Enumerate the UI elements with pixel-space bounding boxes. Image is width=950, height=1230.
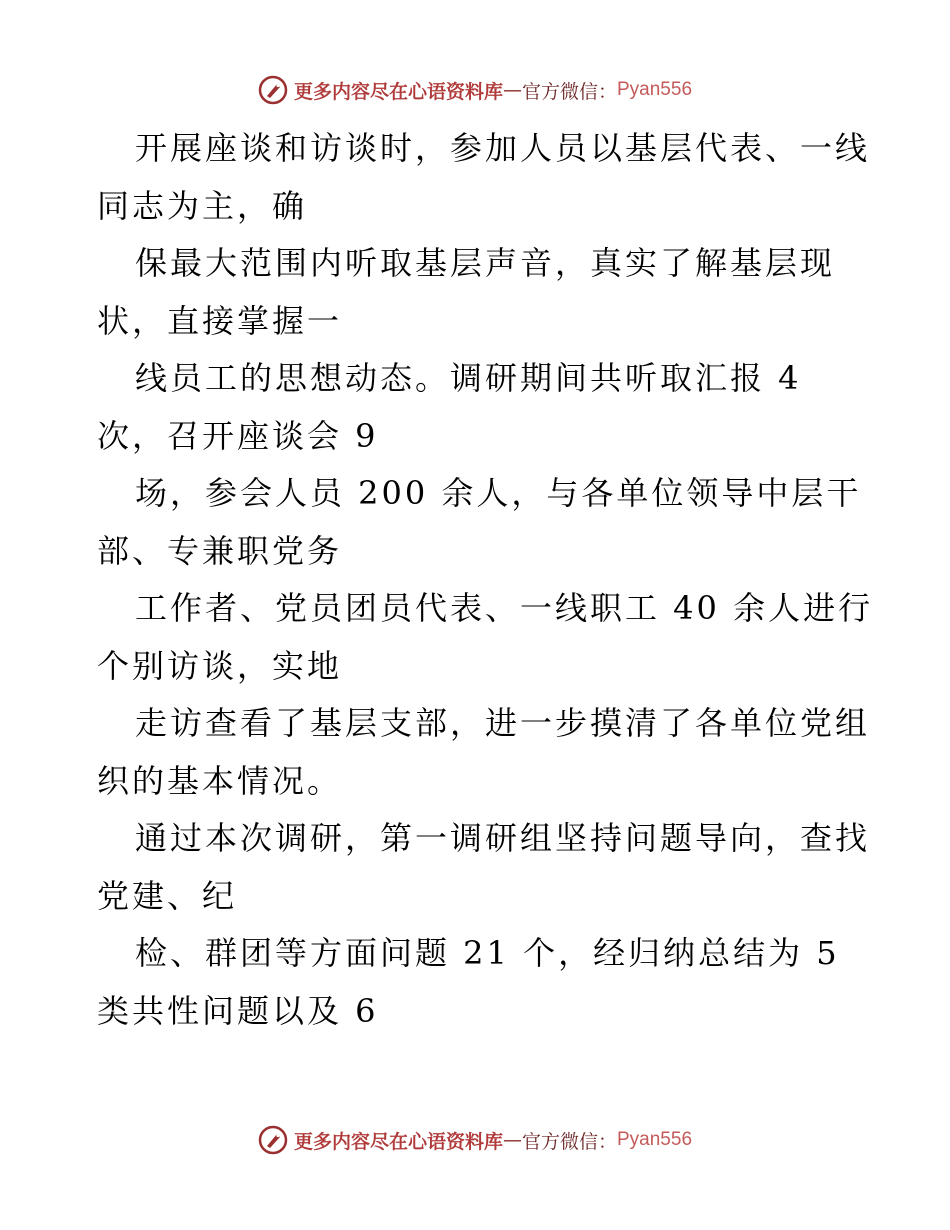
watermark-dash: — (502, 79, 522, 101)
watermark-wechat-label: 官方微信： (521, 80, 617, 103)
text-line: 线员工的思想动态。调研期间共听取汇报 4 (135, 359, 802, 397)
header-watermark (0, 70, 950, 110)
watermark-site-text: 更多内容尽在心语资料库 (293, 80, 503, 103)
watermark-wechat-id: Pyan556 (617, 1129, 693, 1150)
watermark-wechat-label: 官方微信： (521, 1130, 617, 1153)
text-line: 保最大范围内听取基层声音，真实了解基层现 (135, 244, 836, 282)
text-line: 走访查看了基层支部，进一步摸清了各单位党组 (135, 704, 871, 742)
pen-nib-logo-icon (258, 75, 288, 105)
watermark-site-text: 更多内容尽在心语资料库 (293, 1130, 503, 1153)
pen-nib-logo-icon (258, 1125, 288, 1155)
text-line: 党建、纪 (97, 876, 238, 915)
text-line: 通过本次调研，第一调研组坚持问题导向，查找 (135, 819, 871, 857)
text-line: 个别访谈，实地 (97, 646, 343, 685)
text-line: 次，召开座谈会 9 (97, 416, 379, 455)
text-line: 类共性问题以及 6 (97, 991, 379, 1030)
watermark-dash: — (502, 1129, 522, 1151)
text-line: 织的基本情况。 (97, 761, 343, 800)
watermark-wechat-id: Pyan556 (617, 79, 693, 100)
text-line: 开展座谈和访谈时，参加人员以基层代表、一线 (135, 129, 871, 167)
text-line: 工作者、党员团员代表、一线职工 40 余人进行 (135, 589, 874, 627)
document-body (97, 120, 887, 1040)
text-line: 场，参会人员 200 余人，与各单位领导中层干 (135, 474, 862, 512)
text-line: 部、专兼职党务 (97, 531, 343, 570)
text-line: 检、群团等方面问题 21 个，经归纳总结为 5 (135, 934, 840, 972)
footer-watermark (0, 1120, 950, 1160)
text-line: 状，直接掌握一 (97, 301, 343, 340)
text-line: 同志为主，确 (97, 186, 308, 225)
